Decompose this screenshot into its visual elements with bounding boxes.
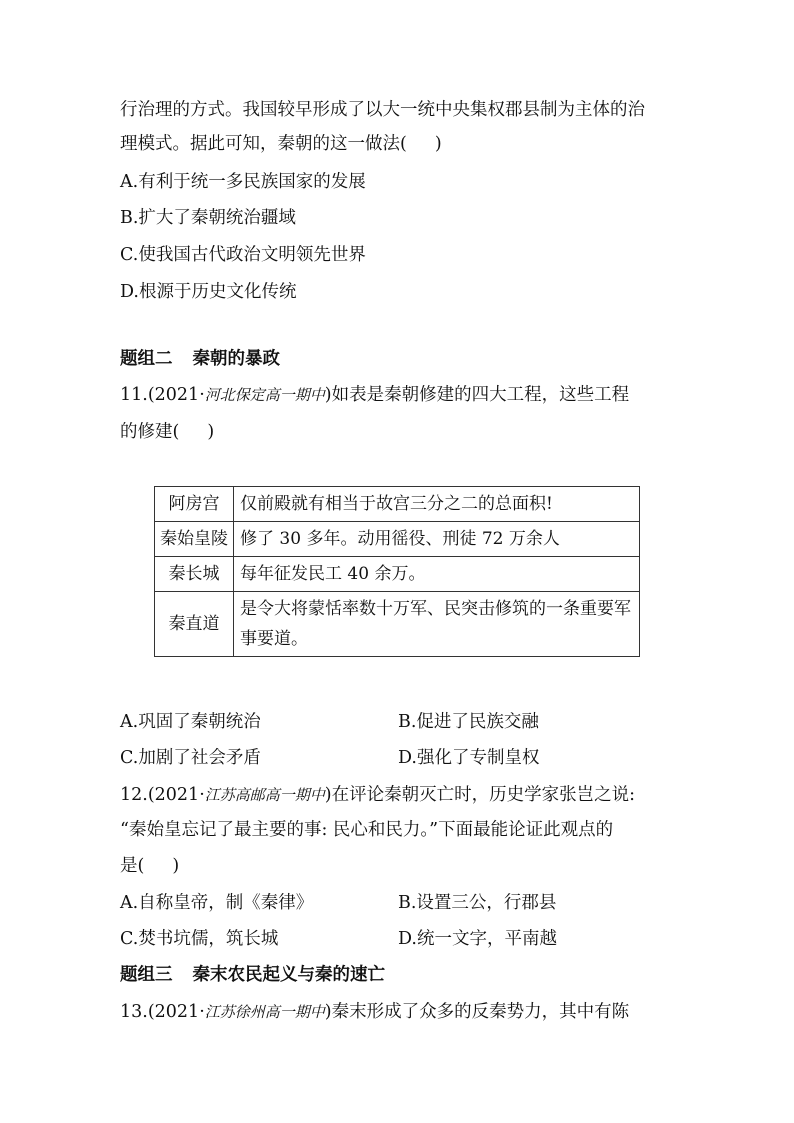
q11-stem-line1 [120, 383, 629, 407]
q11-stem-text: )如表是秦朝修建的四大工程，这些工程 [324, 385, 630, 405]
q12-option-a: A.自称皇帝，制《秦律》 [120, 893, 314, 913]
q12-option-d: D.统一文字，平南越 [398, 929, 557, 949]
q10-stem-line2 [120, 132, 442, 156]
q10-stem-text: 理模式。据此可知，秦朝的这一做法( [120, 134, 407, 154]
table-row [155, 487, 640, 522]
qin-projects-table [154, 486, 640, 657]
q11-option-c: C.加剧了社会矛盾 [120, 748, 261, 768]
q13-source: 江苏徐州高一期中 [204, 1003, 325, 1021]
project-name: 秦始皇陵 [155, 522, 234, 557]
project-name: 秦长城 [155, 557, 234, 592]
q10-option-d: D.根源于历史文化传统 [120, 282, 297, 302]
table-row [155, 592, 640, 657]
q12-stem-line3 [120, 854, 179, 878]
project-description: 仅前殿就有相当于故宫三分之二的总面积! [234, 487, 640, 522]
group3-title: 秦末农民起义与秦的速亡 [192, 965, 385, 985]
project-description: 修了 30 多年。动用徭役、刑徒 72 万余人 [234, 522, 640, 557]
table-row [155, 522, 640, 557]
project-description: 是令大将蒙恬率数十万军、民突击修筑的一条重要军事要道。 [234, 592, 640, 657]
q11-option-a: A.巩固了秦朝统治 [120, 712, 261, 732]
table-row [155, 557, 640, 592]
q11-option-b: B.促进了民族交融 [398, 712, 539, 732]
q10-option-a: A.有利于统一多民族国家的发展 [120, 172, 366, 192]
q13-number: 13.(2021· [120, 1002, 205, 1022]
q12-source: 江苏高邮高一期中 [204, 786, 325, 804]
q12-paren-close: ) [172, 856, 180, 876]
q12-option-b: B.设置三公，行郡县 [398, 893, 557, 913]
group2-title: 秦朝的暴政 [192, 349, 280, 369]
q11-number: 11.(2021· [120, 385, 205, 405]
group3-heading [120, 963, 385, 987]
q11-source: 河北保定高一期中 [204, 386, 325, 404]
group2-label: 题组二 [120, 349, 173, 369]
project-description: 每年征发民工 40 余万。 [234, 557, 640, 592]
q12-number: 12.(2021· [120, 785, 205, 805]
q12-stem-line2: “秦始皇忘记了最主要的事: 民心和民力。”下面最能论证此观点的 [120, 820, 614, 840]
q12-stem-text3: 是( [120, 856, 145, 876]
q11-stem-line2 [120, 420, 214, 444]
q10-paren-close: ) [434, 134, 442, 154]
q10-option-c: C.使我国古代政治文明领先世界 [120, 245, 366, 265]
q11-option-d: D.强化了专制皇权 [398, 748, 540, 768]
group3-label: 题组三 [120, 965, 173, 985]
q10-stem-line1: 行治理的方式。我国较早形成了以大一统中央集权郡县制为主体的治 [120, 100, 645, 120]
q12-stem-text: )在评论秦朝灭亡时，历史学家张岂之说: [324, 785, 636, 805]
q13-stem-text: )秦末形成了众多的反秦势力，其中有陈 [324, 1002, 630, 1022]
project-name: 阿房宫 [155, 487, 234, 522]
project-name: 秦直道 [155, 592, 234, 657]
q12-stem-line1 [120, 783, 635, 807]
q11-paren-close: ) [207, 422, 215, 442]
q13-stem-line1 [120, 1000, 629, 1024]
q10-option-b: B.扩大了秦朝统治疆域 [120, 208, 296, 228]
q12-option-c: C.焚书坑儒，筑长城 [120, 929, 279, 949]
group2-heading [120, 347, 280, 371]
q11-stem-text2: 的修建( [120, 422, 180, 442]
